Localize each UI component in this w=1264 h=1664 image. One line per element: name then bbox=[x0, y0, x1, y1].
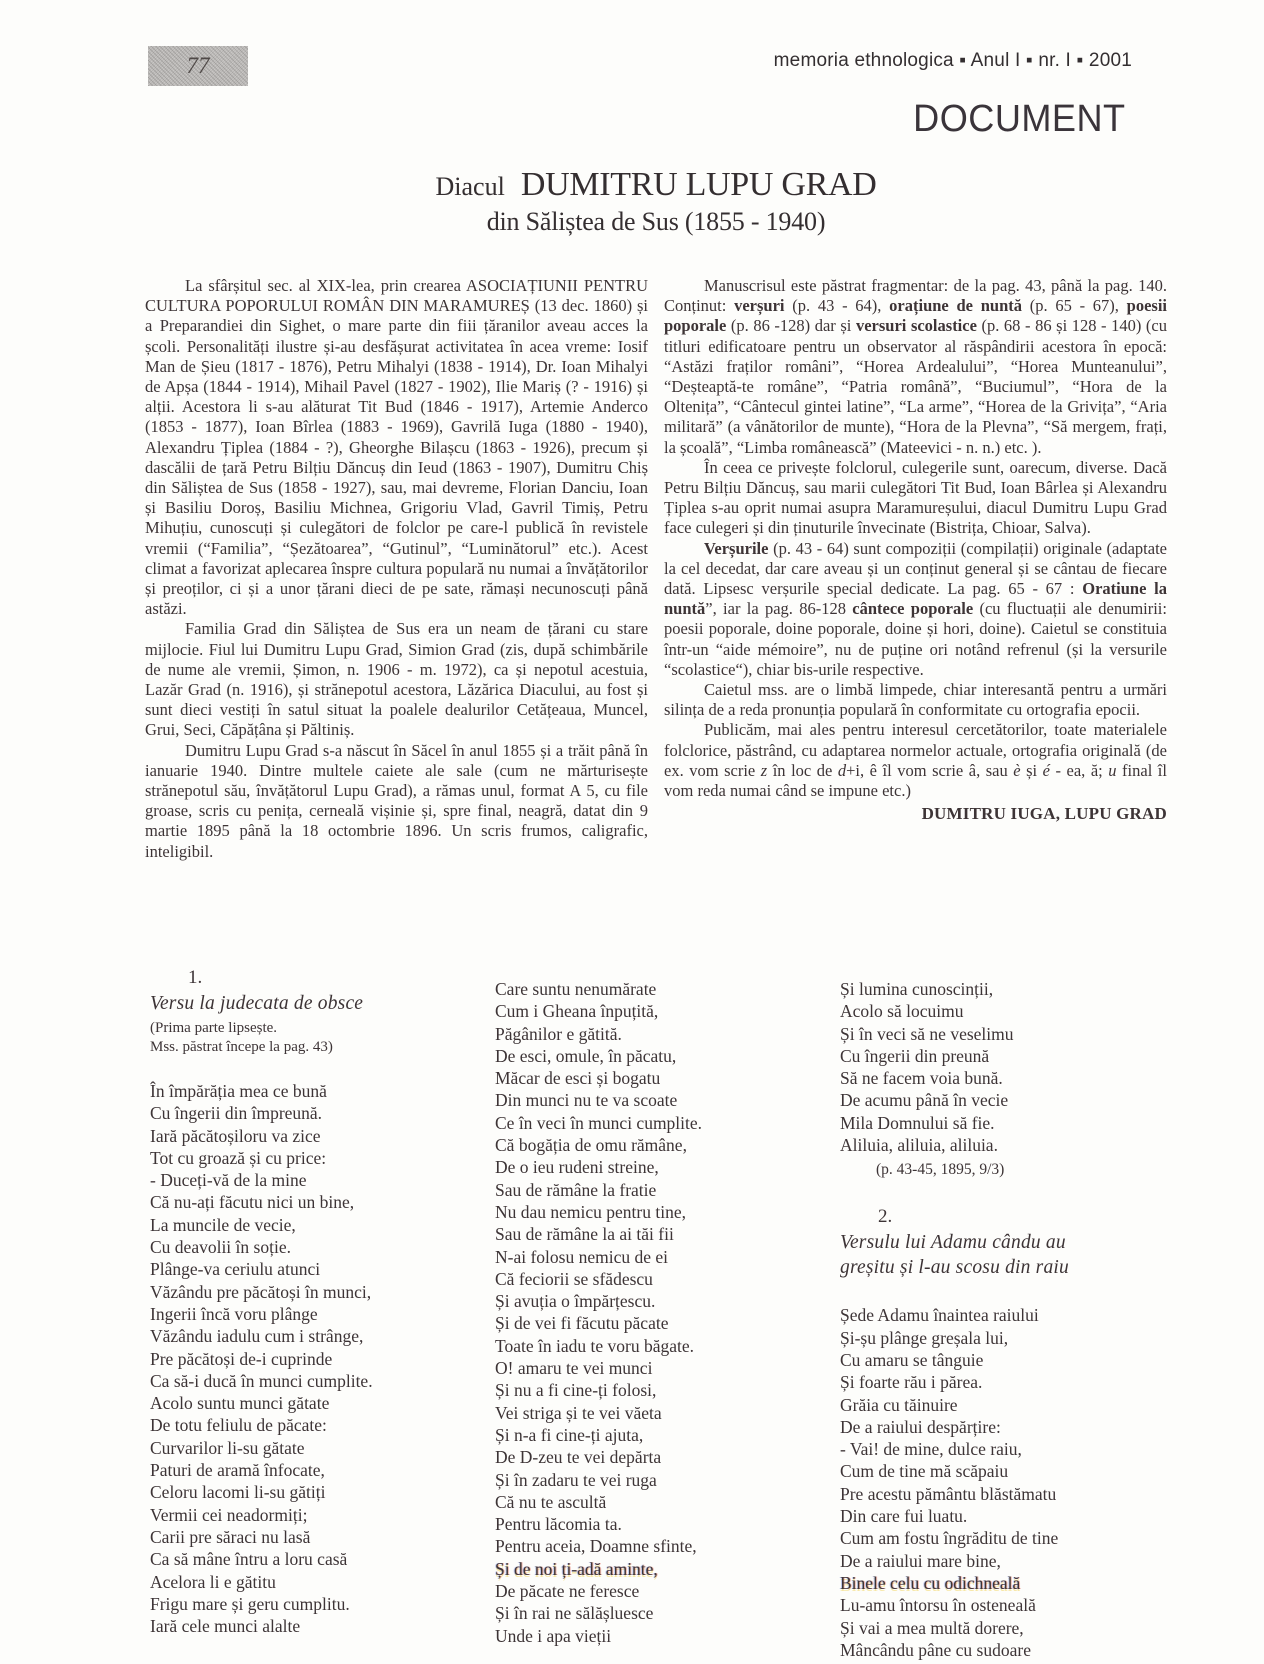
verse-line: Și nu a fi cine-ți folosi, bbox=[495, 1380, 657, 1401]
verse-line: Pentru aceia, Doamne sfinte, bbox=[495, 1536, 697, 1557]
verse-line: Vermii cei neadormiți; bbox=[150, 1504, 308, 1525]
verse-line: Aliluia, aliluia, aliluia. bbox=[840, 1135, 998, 1156]
verse-line: Și vai a mea multă dorere, bbox=[840, 1617, 1024, 1638]
verse-line: Iară cele munci alalte bbox=[150, 1616, 301, 1637]
verse-line: De a raiului mare bine, bbox=[840, 1550, 1001, 1571]
page-number-box bbox=[148, 46, 248, 86]
poem-title-line: greșitu și l-au scosu din raiu bbox=[840, 1257, 1069, 1279]
poem-note-line: Mss. păstrat începe la pag. 43) bbox=[150, 1038, 333, 1055]
verse-line: Cu îngerii din preună bbox=[840, 1045, 990, 1066]
verse-line: Unde i apa vieții bbox=[495, 1625, 612, 1646]
verse-stanza bbox=[495, 978, 840, 1647]
verse-line: De a raiului despărțire: bbox=[840, 1416, 1001, 1437]
verse-line: Sau de rămâne la ai tăi fii bbox=[495, 1224, 674, 1245]
verse-line: Curvarilor li-su gătate bbox=[150, 1437, 305, 1458]
poem-title bbox=[840, 1230, 1185, 1280]
verse-stanza bbox=[840, 1304, 1185, 1661]
verse-line: - Duceți-vă de la mine bbox=[150, 1170, 307, 1191]
intro-section bbox=[145, 276, 1167, 862]
verse-line: Măcar de esci și bogatu bbox=[495, 1068, 661, 1089]
poem-note bbox=[150, 1019, 495, 1056]
verse-line: Pre acestu pământu blăstămatu bbox=[840, 1483, 1057, 1504]
verse-line: Și în veci să ne veselimu bbox=[840, 1023, 1014, 1044]
poem-column-1 bbox=[150, 966, 495, 1661]
verse-line: Și de noi ți-adă aminte, bbox=[495, 1558, 658, 1579]
spacer bbox=[150, 1056, 495, 1080]
poem-title bbox=[150, 991, 495, 1016]
verse-line: De totu feliulu de păcate: bbox=[150, 1415, 327, 1436]
intro-paragraph bbox=[145, 741, 648, 862]
verse-line: O! amaru te vei munci bbox=[495, 1358, 653, 1379]
verse-line: Toate în iadu te voru băgate. bbox=[495, 1335, 694, 1356]
verse-stanza bbox=[840, 978, 1185, 1156]
text-segment: u bbox=[1108, 760, 1117, 780]
text-segment: (p. 43 - 64) sunt compoziții (compilații) originale (adaptate la cel decedat, dar care aveau și un conținut general și se cântau de fiecare dată. Lipsesc verșurile special dedicate. La pag. 65 - 67 : bbox=[664, 538, 1167, 599]
title-prefix: Diacul bbox=[435, 172, 505, 201]
verse-line: Cum i Gheana înpuțită, bbox=[495, 1001, 659, 1022]
verse-line: Că nu-ați făcutu nici un bine, bbox=[150, 1192, 355, 1213]
intro-paragraph bbox=[145, 276, 648, 619]
verse-line: De acumu până în vecie bbox=[840, 1090, 1009, 1111]
verse-line: Din care fui luatu. bbox=[840, 1506, 968, 1527]
text-segment: orațiune de nuntă bbox=[889, 296, 1022, 316]
spacer bbox=[840, 1181, 1185, 1205]
verse-line: Și avuția o împărțescu. bbox=[495, 1291, 656, 1312]
text-segment: în loc de bbox=[767, 760, 838, 780]
text-segment: final îl vom reda numai când se impune etc.) bbox=[664, 760, 1167, 801]
article-title bbox=[145, 166, 1167, 204]
verse-line: - Vai! de mine, dulce raiu, bbox=[840, 1439, 1022, 1460]
poem-number: 2. bbox=[878, 1206, 893, 1228]
verse-line: De esci, omule, în păcatu, bbox=[495, 1045, 677, 1066]
verse-line: Văzându iadulu cum i strânge, bbox=[150, 1326, 364, 1347]
text-segment: Manuscrisul este păstrat fragmentar: de la pag. 43, până la pag. 140. Conținut: bbox=[664, 276, 1167, 316]
intro-paragraph bbox=[664, 539, 1167, 680]
text-segment: (p. 68 - 86 și 128 - 140) (cu titluri edificatoare pentru un observator al răspândirii acestora în epocă: “Astăzi fraților români”, “Horea Ardealului”, “Horea Munteanului”, “Deșteaptă-te române”, “Patria română”, “Buciumul”, “Hora de la Oltenița”, “Cântecul gintei latine”, “La arme”, “Horea de la Grivița”, “Aria militară” (a vânătorilor de munte), “Hora de la Plevna”, “Să mergem, frați, la școală”, “Limba românească” (Mateevici - n. n.) etc. ). bbox=[664, 316, 1167, 457]
spacer bbox=[840, 1280, 1185, 1304]
text-segment: - ea, ă; bbox=[1049, 760, 1109, 780]
verse-line: Grăia cu tăinuire bbox=[840, 1394, 958, 1415]
verse-line: Să ne facem voia bună. bbox=[840, 1068, 1003, 1089]
section-label: DOCUMENT bbox=[913, 98, 1126, 140]
intro-paragraph bbox=[664, 720, 1167, 801]
verse-line: Că feciorii se sfădescu bbox=[495, 1268, 653, 1289]
text-segment: verșuri bbox=[734, 296, 785, 316]
verse-line: Mâncându pâne cu sudoare bbox=[840, 1639, 1031, 1660]
verse-line: Binele celu cu odichneală bbox=[840, 1572, 1021, 1593]
verse-line: Care suntu nenumărate bbox=[495, 979, 657, 999]
verse-line: Din munci nu te va scoate bbox=[495, 1090, 678, 1111]
poems-section bbox=[150, 966, 1185, 1661]
poem-note-line: (Prima parte lipsește. bbox=[150, 1020, 278, 1036]
verse-line: Păgânilor e gătită. bbox=[495, 1023, 622, 1044]
intro-paragraph bbox=[664, 276, 1167, 458]
verse-line: Frigu mare și geru cumplitu. bbox=[150, 1593, 350, 1614]
verse-line: Văzându pre păcătoși în munci, bbox=[150, 1281, 372, 1302]
verse-line: Că nu te ascultă bbox=[495, 1491, 607, 1512]
intro-paragraph bbox=[145, 619, 648, 740]
verse-line: Paturi de aramă înfocate, bbox=[150, 1460, 325, 1481]
text-segment: Verșurile bbox=[704, 538, 769, 558]
text-segment: (p. 43 - 64), bbox=[784, 296, 890, 316]
text-segment: ”, iar la pag. 86-128 bbox=[705, 599, 853, 619]
verse-line: Acolo suntu munci gătate bbox=[150, 1393, 330, 1414]
verse-line: Ca să mâne întru a loru casă bbox=[150, 1549, 348, 1570]
verse-line: Tot cu groază și cu price: bbox=[150, 1147, 327, 1168]
verse-stanza bbox=[150, 1080, 495, 1637]
verse-line: Cu amaru se tânguie bbox=[840, 1349, 984, 1370]
verse-line: La muncile de vecie, bbox=[150, 1214, 296, 1235]
verse-line: Cum am fostu îngrăditu de tine bbox=[840, 1528, 1059, 1549]
poem-column-2 bbox=[495, 966, 840, 1661]
text-segment: +i, ê îl vom scrie â, sau bbox=[846, 760, 1014, 780]
page-number: 77 bbox=[186, 53, 210, 78]
text-segment: Oratiune la nuntă bbox=[664, 579, 1168, 619]
verse-line: Ce în veci în munci cumplite. bbox=[495, 1112, 703, 1133]
text-segment: Publicăm, mai ales pentru interesul cercetătorilor, toate materialele folclorice, păstrând, cu adaptarea normelor actuale, ortografia originală (de ex. vom scrie bbox=[664, 720, 1167, 780]
verse-line: Ingerii încă voru plânge bbox=[150, 1303, 318, 1324]
verse-line: De D-zeu te vei depărta bbox=[495, 1447, 662, 1468]
text-segment: versuri scolastice bbox=[855, 316, 977, 336]
verse-line: Și n-a fi cine-ți ajuta, bbox=[495, 1424, 644, 1445]
verse-line: Cu deavolii în soție. bbox=[150, 1237, 291, 1258]
author-signature: DUMITRU IUGA, LUPU GRAD bbox=[921, 804, 1167, 824]
verse-line: Celoru lacomi li-su gătiți bbox=[150, 1482, 326, 1503]
text-segment: și bbox=[1020, 760, 1043, 780]
verse-line: Lu-amu întorsu în osteneală bbox=[840, 1595, 1036, 1616]
article-subtitle: din Săliștea de Sus (1855 - 1940) bbox=[486, 207, 826, 236]
title-name: DUMITRU LUPU GRAD bbox=[520, 166, 877, 203]
verse-line: Și lumina cunoscinții, bbox=[840, 979, 994, 999]
intro-right-column bbox=[664, 276, 1167, 862]
verse-line: Și foarte rău i părea. bbox=[840, 1372, 983, 1393]
intro-paragraph bbox=[664, 458, 1167, 539]
verse-line: Șede Adamu înaintea raiului bbox=[840, 1305, 1039, 1326]
poem-number: 1. bbox=[188, 967, 203, 988]
verse-line: Sau de rămâne la fratie bbox=[495, 1179, 657, 1200]
verse-line: Și în zadaru te vei ruga bbox=[495, 1469, 657, 1490]
text-segment: La sfârșitul sec. al XIX-lea, prin crearea ASOCIAȚIUNII PENTRU CULTURA POPORULUI ROMÂN DIN MARAMUREȘ (13 dec. 1860) și a Preparandiei din Sighet, o mare parte din fiii țăranilor aveau acces la școli. Personalități ilustre și-au desfășurat activitatea în acea vreme: Iosif Man de Șieu (1817 - 1876), Petru Mihalyi (1838 - 1914), Dr. Ioan Mihalyi de Apșa (1844 - 1914), Mihail Pavel (1827 - 1902), Ilie Mariș (? - 1916) și alții. Acestora li s-au alăturat Tit Bud (1846 - 1917), Artemie Anderco (1853 - 1877), Ioan Bîrlea (1883 - 1969), Gavrilă Iuga (1880 - 1940), Alexandru Țiplea (1884 - ?), Gheorghe Bilașcu (1863 - 1926), precum și dascălii de țară Petru Bilțiu Dăncuș din Ieud (1863 - 1907), Dumitru Chiș din Săliștea de Sus (1858 - 1927), sau, mai devreme, Florian Danciu, Ioan și Basiliu Doroș, Basiliu Michnea, Grigoriu Vlad, Gavril Timiș, Petru Mihuțiu, cunoscuți și culegători de folclor pe care-l publică în revistele vremii (“Familia”, “Șezătoarea”, “Gutinul”, “Luminătorul” etc.). Acest climat a favorizat aplecarea înspre cultura populară nu numai a învățătorilor și preoților, ci și a unor țărani dieci de pe sate, rămași necunoscuți până astăzi. bbox=[145, 276, 648, 619]
text-segment: Caietul mss. are o limbă limpede, chiar interesantă pentru a urmări silința de a reda pronunția populară în conformitate cu ortografia epocii. bbox=[664, 680, 1167, 720]
verse-line: De păcate ne feresce bbox=[495, 1581, 640, 1602]
text-segment: Dumitru Lupu Grad s-a născut în Săcel în anul 1855 și a trăit până în ianuarie 1940. Dintre multele caiete ale sale (cum ne mărturisește strănepotul său, învățătorul Lupu Grad), a rămas unul, format A 5, cu file groase, scris cu penița, cerneală vișinie și, spre final, neagră, datat din 9 martie 1895 până la 18 octombrie 1896. Un scris frumos, caligrafic, inteligibil. bbox=[145, 740, 648, 861]
verse-line: Pre păcătoși de-i cuprinde bbox=[150, 1348, 333, 1369]
verse-line: N-ai folosu nemicu de ei bbox=[495, 1246, 669, 1267]
poem-title-line: Versu la judecata de obsce bbox=[150, 993, 364, 1014]
verse-line: Mila Domnului să fie. bbox=[840, 1112, 995, 1133]
text-segment: poesii poporale bbox=[664, 296, 1168, 336]
verse-line: Cu îngerii din împreună. bbox=[150, 1103, 323, 1124]
poem-title-line: Versulu lui Adamu cându au bbox=[840, 1232, 1066, 1254]
verse-line: Acelora li e gătitu bbox=[150, 1571, 276, 1592]
verse-line: Plânge-va ceriulu atunci bbox=[150, 1259, 321, 1280]
verse-line: Acolo să locuimu bbox=[840, 1001, 964, 1022]
text-segment: (p. 65 - 67), bbox=[1022, 296, 1127, 316]
verse-line: Pentru lăcomia ta. bbox=[495, 1514, 622, 1535]
verse-line: Vei striga și te vei văeta bbox=[495, 1402, 662, 1423]
verse-line: În împărăția mea ce bună bbox=[150, 1081, 327, 1101]
journal-header: memoria ethnologica ▪ Anul I ▪ nr. I ▪ 2001 bbox=[773, 50, 1132, 71]
text-segment: cântece poporale bbox=[852, 599, 974, 619]
intro-left-column bbox=[145, 276, 648, 862]
verse-line: Cum de tine mă scăpaiu bbox=[840, 1461, 1009, 1482]
text-segment: În ceea ce privește folclorul, culegerile sunt, oarecum, diverse. Dacă Petru Bilțiu Dăncuș, sau marii culegători Tit Bud, Ioan Bârlea și Alexandru Țiplea s-au oprit numai asupra Maramureșului, diacul Dumitru Lupu Grad face culegeri și din ținuturile învecinate (Bistrița, Chioar, Salva). bbox=[664, 457, 1167, 538]
verse-line: Nu dau nemicu pentru tine, bbox=[495, 1201, 686, 1222]
article-title-block bbox=[145, 166, 1167, 237]
text-segment: (cu fluctuații ale denumirii: poesii poporale, doine poporale, doine și hori, doine). Caietul se constituia într-un “aide mémoire”, nu de puține ori notând refrenul (și la versurile “scolastice“), chiar bis-urile respective. bbox=[664, 599, 1167, 679]
text-segment: é bbox=[1042, 760, 1050, 780]
verse-line: Ca să-i ducă în munci cumplite. bbox=[150, 1370, 373, 1391]
text-segment: d bbox=[837, 760, 847, 780]
text-segment: Familia Grad din Săliștea de Sus era un neam de țărani cu stare mijlocie. Fiul lui Dumitru Lupu Grad, Simion Grad (zis, după schimbările de nume ale vremii, Șimon, n. 1906 - m. 1972), ca și nepotul acestuia, Lazăr Grad (n. 1916), și strănepotul acestora, Lăzărica Diacului, au fost și sunt dieci vestiți în satul situat la poalele dealurilor Cetățeaua, Muncel, Grui, Seci, Căpățâna și Păltiniș. bbox=[145, 619, 648, 740]
intro-paragraph bbox=[664, 680, 1167, 720]
verse-line: Și-șu plânge greșala lui, bbox=[840, 1327, 1009, 1348]
verse-line: Iară păcătoșiloru va zice bbox=[150, 1125, 321, 1146]
text-segment: z bbox=[760, 760, 768, 780]
poem-cite: (p. 43-45, 1895, 9/3) bbox=[876, 1161, 1005, 1179]
verse-line: Carii pre săraci nu lasă bbox=[150, 1526, 311, 1547]
verse-line: Și în rai ne sălășluesce bbox=[495, 1603, 654, 1624]
poem-column-3 bbox=[840, 966, 1185, 1661]
text-segment: (p. 86 -128) dar și bbox=[726, 316, 856, 336]
verse-line: De o ieu rudeni streine, bbox=[495, 1157, 659, 1178]
verse-line: Și de vei fi făcutu păcate bbox=[495, 1313, 669, 1334]
verse-line: Că bogăția de omu rămâne, bbox=[495, 1135, 687, 1156]
text-segment: è bbox=[1013, 760, 1021, 780]
